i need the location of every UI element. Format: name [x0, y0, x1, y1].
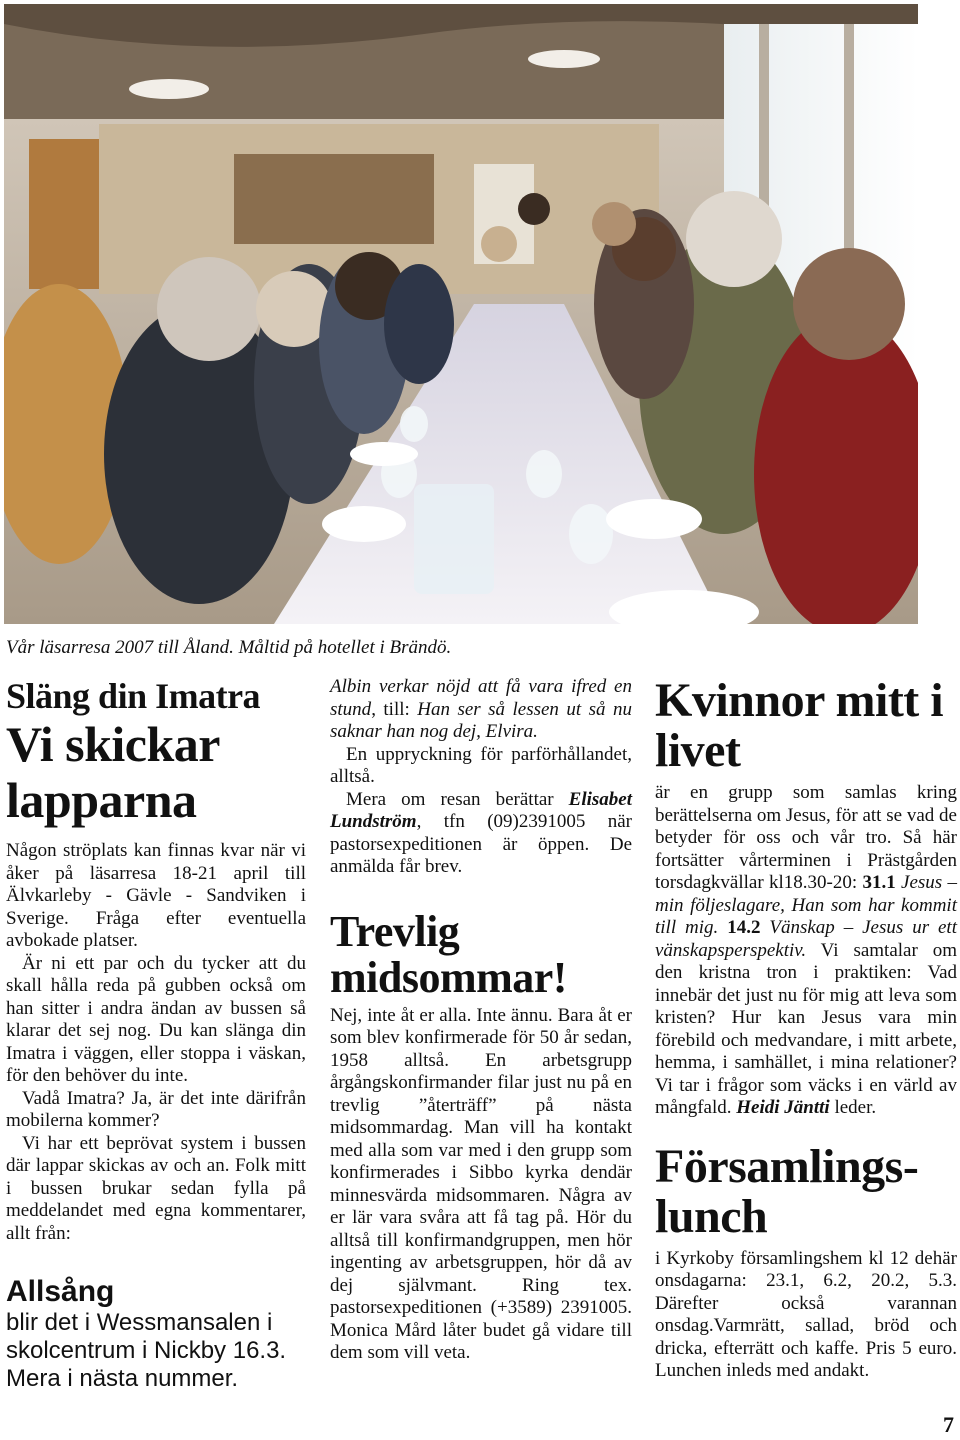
kvinnor-leader: Heidi Jäntti: [736, 1097, 830, 1118]
article-paragraph: Någon ströplats kan finnas kvar när vi åker på läsarresa 18-21 april till Älvkarleby - Gävle - Sandviken i Sverige. Fråga efter eventuella avbokade platser.: [6, 840, 306, 951]
kvinnor-date: 14.2: [727, 917, 761, 938]
kvinnor-topic: Jesus – min följeslagare, Han som har kommit till mig.: [655, 872, 957, 938]
article-text: , till:: [371, 698, 418, 720]
column-3: [655, 676, 957, 1383]
allsang-body: blir det i Wessmansalen i skolcentrum i Nickby 16.3. Mera i nästa nummer.: [6, 1309, 287, 1392]
lunch-headline: Församlings-lunch: [655, 1139, 919, 1243]
kvinnor-text: leder.: [829, 1097, 877, 1118]
kvinnor-headline: Kvinnor mitt i livet: [655, 674, 944, 777]
photo-caption: Vår läsarresa 2007 till Åland. Måltid på hotellet i Brändö.: [6, 637, 452, 658]
kvinnor-date: 31.1: [862, 872, 896, 893]
contact-name: Elisabet Lundström: [330, 788, 632, 832]
kvinnor-text: är en grupp som samlas kring berättelserna om Jesus, för att se vad de betyder för oss och vår tro. Så här fortsätter vårterminen i Prästgården torsdagkvällar kl18.30-20:: [655, 782, 957, 893]
kvinnor-body: [655, 782, 957, 1120]
kvinnor-topic: Vänskap – Jesus ur ett vänskapsperspektiv.: [655, 917, 957, 961]
column-1: [6, 676, 306, 1393]
column-2: [330, 676, 632, 1365]
article-paragraph: [330, 789, 632, 879]
quote-text: Albin verkar nöjd att få vara ifred en stund: [330, 676, 632, 720]
article-text: Mera om resan berättar: [346, 788, 569, 810]
article-headline: Vi skickar lapparna: [6, 716, 220, 828]
page-number: 7: [943, 1412, 954, 1437]
midsommar-headline: Trevlig midsommar!: [330, 906, 567, 1002]
kvinnor-text: Vi samtalar om den kristna tron i praktiken: Vad innebär det just nu för mig att leva som kristen? Hur kan Jesus vara min förebild och medvandare, i mitt arbete, hemma, i samhället, i mina relationer? Vi tar i frågor som väcks i en värld av mångfald.: [655, 939, 957, 1118]
article-paragraph: En uppryckning för parförhållandet, alltså.: [330, 743, 632, 787]
article-paragraph: [330, 676, 632, 744]
article-text: , tfn (09)2391005 när pastorsexpeditionen är öppen. De anmälda får brev.: [330, 811, 632, 877]
dinner-photo: [4, 4, 918, 624]
quote-text: Han ser så lessen ut så nu saknar han nog dej, Elvira.: [330, 698, 632, 742]
article-kicker: Släng din Imatra: [6, 676, 261, 716]
lunch-body: i Kyrkoby församlingshem kl 12 dehär onsdagarna: 23.1, 6.2, 20.2, 5.3. Därefter också varannan onsdag.Varmrätt, sallad, bröd och dricka, efterrätt och kaffe. Pris 5 euro. Lunchen inleds med andakt.: [655, 1247, 957, 1381]
article-paragraph: Vadå Imatra? Ja, är det inte därifrån mobilerna kommer?: [6, 1087, 306, 1131]
article-text: Vi har ett beprövat system i bussen där lappar skickas av och an. Folk mitt i bussen brukar sedan fylla på meddelandet med egna kommentarer, allt från:: [6, 1132, 306, 1244]
article-paragraph-continued: [6, 1133, 306, 1246]
allsang-heading: Allsång: [6, 1275, 115, 1308]
article-paragraph: Är ni ett par och du tycker att du skall hålla reda på gubben också om han sitter i andra ändan av bussen så klarar det sej nog. Du kan slänga din Imatra i väggen, eller stoppa i väskan, för den behöver du inte.: [6, 952, 306, 1086]
midsommar-body: Nej, inte åt er alla. Inte ännu. Bara åt er som blev konfirmerade för 50 år sedan, 1958 alltså. En arbetsgrupp årgångskonfirmander filar just nu på en trevlig ”återträff” på nästa midsommardag. Man vill ha kontakt med alla som var med i den grupp som konfirmerades i Sibbo kyrka dendär minnesvärda midsommaren. Några av er lär vara svåra att få tag på. Hör du alltså till konfirmandgruppen, men hör ingenting av arbetsgruppen, hör då av dej självmant. Ring tex. pastorsexpeditionen (+3589) 2391005. Monica Mård låter budet gå vidare till dem som vill veta.: [330, 1004, 632, 1363]
